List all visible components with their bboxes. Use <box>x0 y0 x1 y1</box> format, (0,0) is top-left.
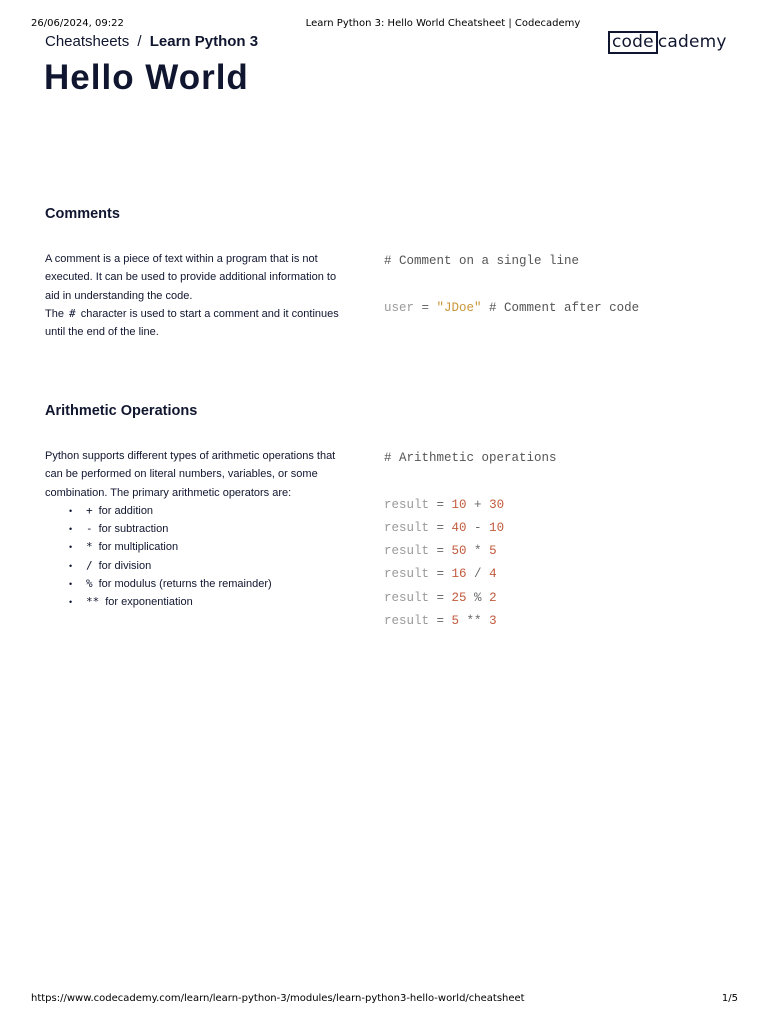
code-number: 16 <box>451 567 467 582</box>
code-comment: # Comment after code <box>481 300 640 315</box>
operator-description: for division <box>98 559 152 572</box>
codecademy-logo[interactable] <box>608 30 727 54</box>
code-operator: ** <box>459 614 490 629</box>
operator-description: for multiplication <box>98 541 179 554</box>
code-line <box>384 297 744 320</box>
print-datetime: 26/06/2024, 09:22 <box>31 18 124 29</box>
operator-description: for modulus (returns the remainder) <box>98 578 272 591</box>
code-operator: + <box>466 497 490 512</box>
arithmetic-code-block <box>384 447 744 633</box>
code-operator: = <box>429 567 452 582</box>
comments-description <box>45 250 345 341</box>
breadcrumb <box>45 33 258 50</box>
code-var: result <box>384 520 430 535</box>
code-number: 30 <box>489 497 505 512</box>
arithmetic-paragraph: Python supports different types of arithmetic operations that can be performed on literal numbers, variables, or some combination. The primary arithmetic operators are: <box>45 450 336 499</box>
operator-list-item <box>69 502 345 520</box>
code-line <box>384 610 744 633</box>
code-line: # Comment on a single line <box>384 254 580 268</box>
code-number: 5 <box>489 544 497 559</box>
code-line <box>384 494 744 517</box>
code-operator: = <box>429 614 452 629</box>
operator-symbol: * <box>86 540 93 554</box>
operator-list-item <box>69 557 345 575</box>
code-number: 50 <box>451 544 467 559</box>
code-line <box>384 587 744 610</box>
print-url: https://www.codecademy.com/learn/learn-python-3/modules/learn-python3-hello-world/cheatsheet <box>31 993 525 1004</box>
code-number: 5 <box>451 614 460 629</box>
operator-list <box>45 502 345 612</box>
print-doc-title: Learn Python 3: Hello World Cheatsheet | Codecademy <box>305 18 581 29</box>
breadcrumb-separator: / <box>137 33 142 50</box>
code-line <box>384 563 744 586</box>
code-number: 3 <box>489 614 497 629</box>
page-title: Hello World <box>44 58 249 97</box>
comments-hash-before: The <box>45 307 64 320</box>
logo-cademy-text: cademy <box>657 31 727 52</box>
code-line <box>384 540 744 563</box>
code-operator: * <box>466 544 490 559</box>
code-var: result <box>384 544 430 559</box>
code-number: 4 <box>489 567 497 582</box>
code-number: 2 <box>489 590 497 605</box>
comments-paragraph: A comment is a piece of text within a program that is not executed. It can be used to provide additional information to aid in understanding the code. <box>45 253 337 302</box>
operator-symbol: % <box>86 577 93 591</box>
code-number: 40 <box>451 520 467 535</box>
comments-hash-paragraph <box>45 305 345 342</box>
operator-list-item <box>69 520 345 538</box>
logo-code-box: code <box>608 31 658 54</box>
code-operator: = <box>429 497 452 512</box>
code-blank-line <box>384 470 744 493</box>
operator-symbol: + <box>86 503 93 517</box>
print-footer <box>0 993 768 1007</box>
code-operator: = <box>429 544 452 559</box>
operator-symbol: ** <box>86 595 100 609</box>
operator-list-item <box>69 538 345 556</box>
code-var: user <box>384 300 415 315</box>
comments-section-title: Comments <box>45 206 120 222</box>
code-line: # Arithmetic operations <box>384 451 557 465</box>
operator-list-item <box>69 575 345 593</box>
operator-symbol: - <box>86 522 93 536</box>
arithmetic-section-title: Arithmetic Operations <box>45 403 198 419</box>
code-var: result <box>384 497 430 512</box>
code-operator: - <box>466 520 490 535</box>
code-operator: % <box>466 590 490 605</box>
code-string: "JDoe" <box>436 300 482 315</box>
code-var: result <box>384 590 430 605</box>
code-operator: = <box>429 520 452 535</box>
code-operator: = <box>414 300 437 315</box>
operator-description: for exponentiation <box>105 596 193 609</box>
code-operator: = <box>429 590 452 605</box>
code-number: 10 <box>451 497 467 512</box>
code-number: 10 <box>489 520 505 535</box>
code-blank-line <box>384 273 744 296</box>
code-var: result <box>384 614 430 629</box>
operator-description: for addition <box>98 504 154 517</box>
breadcrumb-current-link[interactable]: Learn Python 3 <box>149 33 259 50</box>
operator-symbol: / <box>86 558 93 572</box>
operator-description: for subtraction <box>98 523 169 536</box>
hash-symbol-code: # <box>69 306 76 320</box>
operator-list-item <box>69 593 345 611</box>
code-number: 25 <box>451 590 467 605</box>
comments-code-block <box>384 250 744 320</box>
print-page-number: 1/5 <box>721 993 738 1004</box>
code-var: result <box>384 567 430 582</box>
arithmetic-description <box>45 447 345 612</box>
code-line <box>384 517 744 540</box>
comments-hash-after: character is used to start a comment and it continues until the end of the line. <box>45 307 339 339</box>
breadcrumb-cheatsheets-link[interactable]: Cheatsheets <box>45 33 130 50</box>
code-operator: / <box>466 567 490 582</box>
